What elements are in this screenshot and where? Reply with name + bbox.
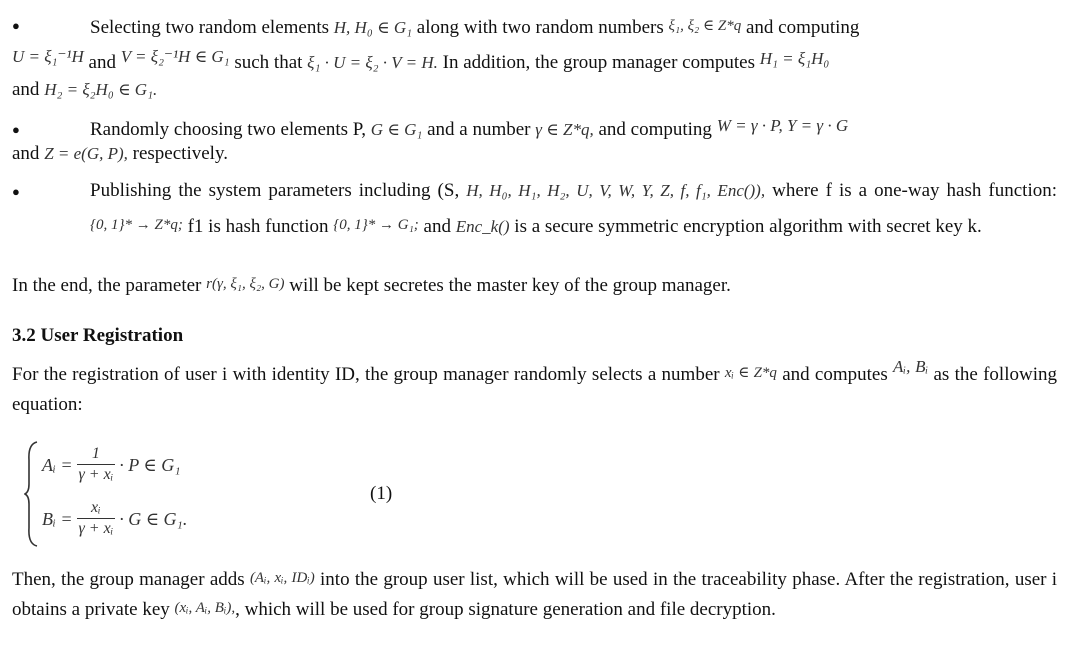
text: and bbox=[423, 216, 451, 237]
text: For the registration of user i with identity ID, the group manager randomly selects a number bbox=[12, 364, 720, 385]
bullet-1-paragraph bbox=[12, 12, 1057, 42]
section-paragraph bbox=[12, 352, 1057, 420]
text: Randomly choosing two elements P, bbox=[90, 119, 367, 140]
equation-lhs: Bᵢ = bbox=[42, 508, 73, 529]
text: Selecting two random elements bbox=[90, 17, 330, 38]
math: r(γ, ξ₁, ξ₂, G) bbox=[206, 276, 285, 292]
bullet-3-paragraph bbox=[12, 174, 1057, 244]
math: {0, 1}* → Z*q; bbox=[90, 217, 183, 233]
denominator: γ + xᵢ bbox=[78, 520, 114, 537]
text: respectively. bbox=[132, 143, 228, 164]
text: Then, the group manager adds bbox=[12, 569, 245, 590]
math: Enc_k() bbox=[455, 217, 510, 236]
bullet-1-line-2 bbox=[12, 44, 1057, 76]
equation-lhs: Aᵢ = bbox=[42, 454, 73, 475]
text: In the end, the parameter bbox=[12, 275, 202, 296]
text: is a secure symmetric encryption algorithm with secret key k. bbox=[514, 216, 982, 237]
fraction bbox=[77, 444, 116, 485]
fraction bbox=[77, 498, 116, 539]
text: and a number bbox=[427, 119, 531, 140]
bullet-dot: ● bbox=[12, 18, 20, 33]
text: and computes bbox=[782, 364, 888, 385]
bullet-2-paragraph bbox=[12, 112, 1057, 144]
math: H₁ = ξ₁H₀ bbox=[759, 49, 830, 68]
text: Publishing the system parameters including (S, bbox=[90, 180, 460, 201]
math: (xᵢ, Aᵢ, Bᵢ), bbox=[174, 600, 236, 616]
bullet-2-line-2 bbox=[12, 142, 1057, 166]
text: and bbox=[12, 143, 40, 164]
math: (Aᵢ, xᵢ, IDᵢ) bbox=[249, 570, 315, 586]
math: xᵢ ∈ Z*q bbox=[724, 365, 777, 381]
math: H, H₀, H₁, H₂, U, V, W, Y, Z, f, f₁, Enc()), bbox=[466, 181, 766, 200]
bullet-dot: ● bbox=[12, 122, 20, 137]
text: will be kept secretes the master key of the group manager. bbox=[289, 275, 731, 296]
math: ξ₁, ξ₂ ∈ Z*q bbox=[668, 18, 742, 34]
text: along with two random numbers bbox=[416, 17, 664, 38]
math: {0, 1}* → G₁; bbox=[333, 217, 419, 233]
math: Z = e(G, P), bbox=[44, 144, 128, 163]
numerator: xᵢ bbox=[91, 499, 101, 516]
math: Aᵢ, Bᵢ bbox=[893, 357, 929, 376]
equation-number: (1) bbox=[370, 483, 393, 504]
math: ξ₁ · U = ξ₂ · V = H. bbox=[307, 53, 438, 72]
denominator: γ + xᵢ bbox=[78, 466, 114, 483]
math: H₂ = ξ₂H₀ ∈ G₁. bbox=[44, 80, 158, 99]
math: G ∈ G₁ bbox=[370, 120, 423, 139]
text: f1 is hash function bbox=[187, 216, 329, 237]
text: and computing bbox=[745, 17, 860, 38]
section-heading: 3.2 User Registration bbox=[12, 325, 184, 346]
math: γ ∈ Z*q, bbox=[535, 120, 594, 139]
text: and bbox=[88, 52, 116, 73]
equation-row-b bbox=[42, 498, 187, 539]
math: W = γ · P, Y = γ · G bbox=[716, 116, 849, 135]
text: , which will be used for group signature generation and file decryption. bbox=[235, 599, 776, 620]
text: In addition, the group manager computes bbox=[442, 52, 755, 73]
text: and bbox=[12, 79, 40, 100]
left-brace bbox=[24, 440, 38, 548]
equation-rhs: · P ∈ G₁ bbox=[119, 454, 181, 475]
equation-1 bbox=[24, 440, 544, 552]
text: where f is a one-way hash function: bbox=[772, 180, 1058, 201]
math: H, H₀ ∈ G₁ bbox=[333, 18, 413, 37]
equation-row-a bbox=[42, 444, 181, 485]
equation-rhs: · G ∈ G₁. bbox=[119, 508, 188, 529]
end-paragraph bbox=[12, 272, 1057, 298]
bullet-1-line-3 bbox=[12, 78, 1057, 102]
bullet-dot: ● bbox=[12, 184, 20, 199]
text: as the following equation: bbox=[12, 364, 1057, 415]
text: and computing bbox=[598, 119, 712, 140]
math: U = ξ₁⁻¹H bbox=[12, 47, 84, 66]
text: into the group user list, which will be used in the traceability phase. After the registration, user i obtains a private key bbox=[12, 569, 1058, 620]
text: such that bbox=[234, 52, 303, 73]
numerator: 1 bbox=[91, 445, 100, 462]
math: V = ξ₂⁻¹H ∈ G₁ bbox=[120, 47, 230, 66]
final-paragraph bbox=[12, 564, 1057, 624]
